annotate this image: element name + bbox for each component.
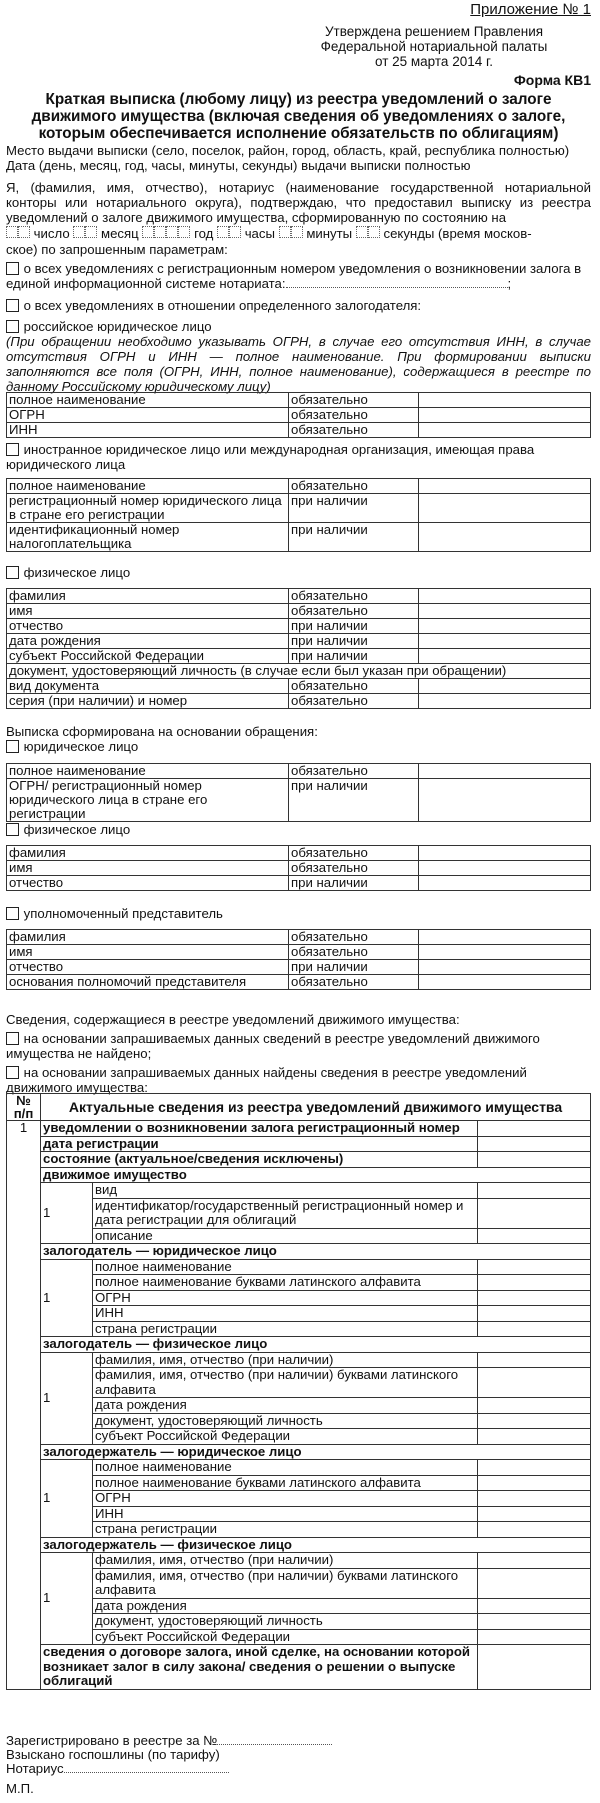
table-row bbox=[7, 930, 591, 945]
group-number: 1 bbox=[41, 1183, 93, 1244]
item-label: дата рождения bbox=[93, 1598, 478, 1614]
field-name: отчество bbox=[7, 960, 289, 975]
footer-block bbox=[6, 1734, 591, 1796]
foreign-legal-label: иностранное юридическое лицо или международная организация, имеющая права юридического лица bbox=[6, 442, 535, 472]
item-label: ОГРН bbox=[93, 1290, 478, 1306]
table-row bbox=[7, 876, 591, 891]
group-number: 1 bbox=[41, 1460, 93, 1538]
field-value[interactable] bbox=[419, 589, 591, 604]
table-row bbox=[7, 1228, 591, 1244]
field-requirement: обязательно bbox=[289, 589, 419, 604]
group-heading-row bbox=[7, 1244, 591, 1260]
date-tail bbox=[6, 242, 591, 257]
field-requirement: обязательно bbox=[289, 861, 419, 876]
not-found-checkbox[interactable] bbox=[6, 1032, 19, 1045]
field-name: вид документа bbox=[7, 679, 289, 694]
table-row bbox=[7, 634, 591, 649]
field-requirement: при наличии bbox=[289, 523, 419, 552]
appendix-label: Приложение № 1 bbox=[470, 1, 591, 18]
table-row bbox=[7, 764, 591, 779]
row-number: 1 bbox=[7, 1121, 41, 1690]
field-requirement: обязательно bbox=[289, 764, 419, 779]
table-row bbox=[7, 960, 591, 975]
notary-signature-field[interactable] bbox=[64, 1772, 229, 1773]
field-value[interactable] bbox=[478, 1275, 591, 1291]
field-value[interactable] bbox=[419, 494, 591, 523]
table-row bbox=[7, 1506, 591, 1522]
field-value[interactable] bbox=[419, 930, 591, 945]
representative-checkbox[interactable] bbox=[6, 907, 19, 920]
field-value[interactable] bbox=[478, 1259, 591, 1275]
field-requirement: при наличии bbox=[289, 634, 419, 649]
item-label: полное наименование bbox=[93, 1259, 478, 1275]
group-title: движимое имущество bbox=[41, 1167, 591, 1183]
field-value[interactable] bbox=[478, 1198, 591, 1228]
table-row bbox=[7, 619, 591, 634]
found-label: на основании запрашиваемых данных найдены сведения в реестре уведомлений движимого имущества: bbox=[6, 1065, 527, 1095]
field-name: имя bbox=[7, 604, 289, 619]
basis-heading: Выписка сформирована на основании обращения: bbox=[6, 724, 318, 739]
field-name: фамилия bbox=[7, 846, 289, 861]
field-value[interactable] bbox=[419, 634, 591, 649]
russian-legal-note: (При обращении необходимо указывать ОГРН, в случае его отсутствия ИНН, в случае отсутствия ОГРН и ИНН — полное наименование. При формировании выписки заполняются все поля (ОГРН, ИНН, полное наименование), содержащиеся в реестре по данному Российскому юридическому лицу) bbox=[6, 334, 591, 394]
field-value[interactable] bbox=[478, 1290, 591, 1306]
seconds-boxes[interactable] bbox=[356, 226, 380, 238]
group-heading-row bbox=[7, 1337, 591, 1353]
representative-table bbox=[6, 929, 591, 990]
field-requirement: при наличии bbox=[289, 619, 419, 634]
table-row bbox=[7, 604, 591, 619]
field-requirement: обязательно bbox=[289, 479, 419, 494]
item-label: вид bbox=[93, 1183, 478, 1199]
field-name: дата рождения bbox=[7, 634, 289, 649]
individual-checkbox[interactable] bbox=[6, 566, 19, 579]
by-number-checkbox[interactable] bbox=[6, 262, 19, 275]
field-value[interactable] bbox=[478, 1475, 591, 1491]
form-code: Форма КВ1 bbox=[513, 72, 591, 88]
field-value[interactable] bbox=[478, 1506, 591, 1522]
group-title: залогодатель — физическое лицо bbox=[41, 1337, 591, 1353]
seconds-label: секунды (время москов- bbox=[383, 226, 532, 241]
table-row bbox=[7, 1306, 591, 1322]
russian-legal-checkbox[interactable] bbox=[6, 320, 19, 333]
field-value[interactable] bbox=[478, 1645, 591, 1690]
item-label: фамилия, имя, отчество (при наличии) буквами латинского алфавита bbox=[93, 1368, 478, 1398]
issue-date-label: Дата (день, месяц, год, часы, минуты, секунды) выдачи выписки полностью bbox=[6, 158, 471, 173]
field-value[interactable] bbox=[478, 1522, 591, 1538]
result-block bbox=[6, 1012, 591, 1095]
table-row bbox=[7, 1398, 591, 1414]
by-pledgor-checkbox[interactable] bbox=[6, 299, 19, 312]
table-row bbox=[7, 846, 591, 861]
table-row bbox=[7, 1568, 591, 1598]
table-row bbox=[7, 494, 591, 523]
field-requirement: при наличии bbox=[289, 960, 419, 975]
field-value[interactable] bbox=[419, 846, 591, 861]
group-title: залогодержатель — физическое лицо bbox=[41, 1537, 591, 1553]
field-value[interactable] bbox=[419, 861, 591, 876]
table-row bbox=[7, 1198, 591, 1228]
field-value[interactable] bbox=[478, 1568, 591, 1598]
register-table bbox=[6, 1093, 591, 1690]
group-number: 1 bbox=[41, 1553, 93, 1645]
item-label: страна регистрации bbox=[93, 1522, 478, 1538]
item-label: субъект Российской Федерации bbox=[93, 1629, 478, 1645]
table-row bbox=[7, 1368, 591, 1398]
field-requirement: обязательно bbox=[289, 694, 419, 709]
col-number-header: № п/п bbox=[7, 1094, 41, 1121]
title-line: которым обеспечивается исполнение обязательств по облигациям) bbox=[38, 125, 559, 142]
table-row bbox=[7, 393, 591, 408]
table-row bbox=[7, 1614, 591, 1630]
table-row bbox=[7, 779, 591, 822]
field-requirement: обязательно bbox=[289, 679, 419, 694]
field-value[interactable] bbox=[419, 764, 591, 779]
notice-number-label: уведомлении о возникновении залога регистрационный номер bbox=[41, 1121, 478, 1137]
field-requirement: обязательно bbox=[289, 408, 419, 423]
field-value[interactable] bbox=[478, 1121, 591, 1137]
field-value[interactable] bbox=[478, 1429, 591, 1445]
table-row bbox=[7, 1121, 591, 1137]
field-value[interactable] bbox=[478, 1228, 591, 1244]
field-value[interactable] bbox=[478, 1413, 591, 1429]
field-value[interactable] bbox=[419, 876, 591, 891]
russian-legal-option bbox=[6, 319, 591, 394]
field-value[interactable] bbox=[478, 1183, 591, 1199]
table-row bbox=[7, 664, 591, 679]
table-row bbox=[7, 423, 591, 438]
approval-line: от 25 марта 2014 г. bbox=[374, 54, 493, 69]
group-heading-row bbox=[7, 1537, 591, 1553]
item-label: описание bbox=[93, 1228, 478, 1244]
table-row bbox=[7, 1475, 591, 1491]
col-title-header: Актуальные сведения из реестра уведомлений движимого имущества bbox=[41, 1094, 591, 1121]
field-value[interactable] bbox=[419, 479, 591, 494]
basis-individual-label: физическое лицо bbox=[23, 822, 131, 837]
field-name: отчество bbox=[7, 619, 289, 634]
param-by-pledgor bbox=[6, 298, 591, 313]
table-row bbox=[7, 1183, 591, 1199]
reg-date-label: дата регистрации bbox=[41, 1136, 478, 1152]
field-value[interactable] bbox=[419, 975, 591, 990]
table-row bbox=[7, 649, 591, 664]
hours-boxes[interactable] bbox=[217, 226, 241, 238]
table-row bbox=[7, 1259, 591, 1275]
minutes-label: минуты bbox=[306, 226, 353, 241]
item-label: страна регистрации bbox=[93, 1321, 478, 1337]
table-row bbox=[7, 589, 591, 604]
month-label: месяц bbox=[101, 226, 139, 241]
param-by-number bbox=[6, 261, 591, 291]
registered-field[interactable] bbox=[217, 1744, 332, 1745]
representative-option bbox=[6, 906, 591, 921]
field-name: имя bbox=[7, 945, 289, 960]
field-value[interactable] bbox=[478, 1321, 591, 1337]
item-label: полное наименование буквами латинского алфавита bbox=[93, 1475, 478, 1491]
individual-label: физическое лицо bbox=[23, 565, 131, 580]
field-name: ОГРН bbox=[7, 408, 289, 423]
item-label: ОГРН bbox=[93, 1491, 478, 1507]
table-row bbox=[7, 523, 591, 552]
table-row bbox=[7, 1352, 591, 1368]
registered-label: Зарегистрировано в реестре за № bbox=[6, 1733, 218, 1748]
foreign-legal-checkbox[interactable] bbox=[6, 443, 19, 456]
basis-individual-checkbox[interactable] bbox=[6, 823, 19, 836]
intro-block bbox=[6, 143, 591, 173]
foreign-legal-table bbox=[6, 478, 591, 552]
table-row bbox=[7, 1321, 591, 1337]
field-value[interactable] bbox=[419, 779, 591, 822]
table-row bbox=[7, 1629, 591, 1645]
field-requirement: при наличии bbox=[289, 779, 419, 822]
by-number-end: ; bbox=[507, 276, 512, 291]
field-value[interactable] bbox=[419, 619, 591, 634]
table-row bbox=[7, 945, 591, 960]
field-value[interactable] bbox=[478, 1553, 591, 1569]
field-name: регистрационный номер юридического лица в стране его регистрации bbox=[7, 494, 289, 523]
by-number-label: о всех уведомлениях с регистрационным номером уведомления о возникновении залога в единой информационной системе нотариата: bbox=[6, 261, 582, 291]
found-checkbox[interactable] bbox=[6, 1066, 19, 1079]
foreign-legal-option bbox=[6, 442, 591, 472]
field-value[interactable] bbox=[478, 1368, 591, 1398]
by-pledgor-label: о всех уведомлениях в отношении определенного залогодателя: bbox=[23, 298, 422, 313]
date-tail-text: ское) по запрошенным параметрам: bbox=[6, 242, 228, 257]
field-name: ОГРН/ регистрационный номер юридического лица в стране его регистрации bbox=[7, 779, 289, 822]
field-name: серия (при наличии) и номер bbox=[7, 694, 289, 709]
seal-label: М.П. bbox=[6, 1781, 34, 1796]
table-row bbox=[7, 1275, 591, 1291]
item-label: документ, удостоверяющий личность bbox=[93, 1614, 478, 1630]
russian-legal-label: российское юридическое лицо bbox=[23, 319, 212, 334]
field-name: полное наименование bbox=[7, 393, 289, 408]
table-row bbox=[7, 1598, 591, 1614]
item-label: фамилия, имя, отчество (при наличии) буквами латинского алфавита bbox=[93, 1568, 478, 1598]
field-name: имя bbox=[7, 861, 289, 876]
table-row bbox=[7, 861, 591, 876]
field-name: фамилия bbox=[7, 589, 289, 604]
representative-label: уполномоченный представитель bbox=[23, 906, 223, 921]
field-value[interactable] bbox=[478, 1460, 591, 1476]
table-row bbox=[7, 975, 591, 990]
approval-note bbox=[318, 24, 550, 69]
field-value[interactable] bbox=[419, 945, 591, 960]
field-name: фамилия bbox=[7, 930, 289, 945]
field-name: полное наименование bbox=[7, 479, 289, 494]
field-requirement: при наличии bbox=[289, 494, 419, 523]
approval-line: Федеральной нотариальной палаты bbox=[320, 39, 548, 54]
field-value[interactable] bbox=[419, 393, 591, 408]
minutes-boxes[interactable] bbox=[279, 226, 303, 238]
table-row bbox=[7, 1152, 591, 1168]
month-boxes[interactable] bbox=[73, 226, 97, 238]
basis-block bbox=[6, 724, 591, 754]
group-heading-row bbox=[7, 1167, 591, 1183]
table-row bbox=[7, 1553, 591, 1569]
field-value[interactable] bbox=[419, 960, 591, 975]
title-line: Краткая выписка (любому лицу) из реестра уведомлений о залоге bbox=[45, 91, 552, 108]
individual-option bbox=[6, 565, 591, 580]
field-requirement: обязательно bbox=[289, 975, 419, 990]
item-label: идентификатор/государственный регистрационный номер и дата регистрации для облигаций bbox=[93, 1198, 478, 1228]
table-row bbox=[7, 1645, 591, 1690]
table-row bbox=[7, 679, 591, 694]
russian-legal-table bbox=[6, 392, 591, 438]
field-requirement: обязательно bbox=[289, 930, 419, 945]
item-label: дата рождения bbox=[93, 1398, 478, 1414]
group-title: залогодержатель — юридическое лицо bbox=[41, 1444, 591, 1460]
table-row bbox=[7, 1290, 591, 1306]
year-label: год bbox=[194, 226, 214, 241]
table-row bbox=[7, 1429, 591, 1445]
table-row bbox=[7, 694, 591, 709]
table-row bbox=[7, 1491, 591, 1507]
basis-legal-checkbox[interactable] bbox=[6, 740, 19, 753]
item-label: субъект Российской Федерации bbox=[93, 1429, 478, 1445]
status-label: состояние (актуальное/сведения исключены) bbox=[41, 1152, 478, 1168]
field-value[interactable] bbox=[478, 1398, 591, 1414]
field-value[interactable] bbox=[419, 408, 591, 423]
group-title: залогодатель — юридическое лицо bbox=[41, 1244, 591, 1260]
contract-label: сведения о договоре залога, иной сделке, на основании которой возникает залог в силу закона/ сведения о решении о выпуске облигаций bbox=[41, 1645, 478, 1690]
basis-individual-table bbox=[6, 845, 591, 891]
date-boxes-row bbox=[6, 226, 591, 241]
field-name: полное наименование bbox=[7, 764, 289, 779]
field-value[interactable] bbox=[478, 1629, 591, 1645]
field-requirement: обязательно bbox=[289, 945, 419, 960]
field-value[interactable] bbox=[419, 604, 591, 619]
field-value[interactable] bbox=[478, 1598, 591, 1614]
field-requirement: обязательно bbox=[289, 423, 419, 438]
field-name: основания полномочий представителя bbox=[7, 975, 289, 990]
title-line: движимого имущества (включая сведения об уведомлениях о залоге, bbox=[31, 108, 566, 125]
field-name: идентификационный номер налогоплательщика bbox=[7, 523, 289, 552]
fee-label: Взыскано госпошлины (по тарифу) bbox=[6, 1747, 220, 1762]
item-label: ИНН bbox=[93, 1306, 478, 1322]
table-row bbox=[7, 479, 591, 494]
individual-table bbox=[6, 588, 591, 709]
field-value[interactable] bbox=[419, 694, 591, 709]
field-value[interactable] bbox=[478, 1352, 591, 1368]
item-label: полное наименование bbox=[93, 1460, 478, 1476]
basis-legal-label: юридическое лицо bbox=[23, 739, 139, 754]
group-heading-row bbox=[7, 1444, 591, 1460]
result-heading: Сведения, содержащиеся в реестре уведомлений движимого имущества: bbox=[6, 1012, 460, 1027]
table-row bbox=[7, 1136, 591, 1152]
field-value[interactable] bbox=[478, 1491, 591, 1507]
group-number: 1 bbox=[41, 1259, 93, 1337]
notary-label: Нотариус bbox=[6, 1761, 64, 1776]
item-label: фамилия, имя, отчество (при наличии) bbox=[93, 1352, 478, 1368]
table-row bbox=[7, 408, 591, 423]
issue-place-label: Место выдачи выписки (село, поселок, район, город, область, край, республика полностью) bbox=[6, 143, 570, 158]
field-name: субъект Российской Федерации bbox=[7, 649, 289, 664]
table-row bbox=[7, 1522, 591, 1538]
field-requirement: обязательно bbox=[289, 604, 419, 619]
group-number: 1 bbox=[41, 1352, 93, 1444]
table-header-row bbox=[7, 1094, 591, 1121]
field-value[interactable] bbox=[419, 649, 591, 664]
field-requirement: при наличии bbox=[289, 876, 419, 891]
document-title bbox=[6, 91, 591, 142]
notary-statement-block bbox=[6, 180, 591, 225]
field-name: ИНН bbox=[7, 423, 289, 438]
by-number-field[interactable] bbox=[286, 287, 508, 288]
field-value[interactable] bbox=[478, 1306, 591, 1322]
basis-individual-option bbox=[6, 822, 591, 837]
year-boxes[interactable] bbox=[142, 226, 190, 238]
field-value[interactable] bbox=[478, 1152, 591, 1168]
field-value[interactable] bbox=[478, 1136, 591, 1152]
notary-statement: Я, (фамилия, имя, отчество), нотариус (наименование государственной нотариальной конторы или нотариального округа), подтверждаю, что предоставил выписку из реестра уведомлений о залоге движимого имущества, сформированную по состоянию на bbox=[6, 180, 591, 225]
basis-legal-table bbox=[6, 763, 591, 822]
day-boxes[interactable] bbox=[6, 226, 30, 238]
field-requirement: обязательно bbox=[289, 846, 419, 861]
table-row bbox=[7, 1413, 591, 1429]
field-requirement: при наличии bbox=[289, 649, 419, 664]
hours-label: часы bbox=[244, 226, 275, 241]
field-value[interactable] bbox=[478, 1614, 591, 1630]
field-value[interactable] bbox=[419, 423, 591, 438]
not-found-label: на основании запрашиваемых данных сведений в реестре уведомлений движимого имущества не найдено; bbox=[6, 1031, 540, 1061]
item-label: ИНН bbox=[93, 1506, 478, 1522]
table-row bbox=[7, 1460, 591, 1476]
item-label: документ, удостоверяющий личность bbox=[93, 1413, 478, 1429]
field-requirement: обязательно bbox=[289, 393, 419, 408]
id-doc-heading: документ, удостоверяющий личность (в случае если был указан при обращении) bbox=[7, 664, 591, 679]
approval-line: Утверждена решением Правления bbox=[324, 24, 544, 39]
item-label: фамилия, имя, отчество (при наличии) bbox=[93, 1553, 478, 1569]
field-name: отчество bbox=[7, 876, 289, 891]
field-value[interactable] bbox=[419, 679, 591, 694]
item-label: полное наименование буквами латинского алфавита bbox=[93, 1275, 478, 1291]
day-label: число bbox=[33, 226, 70, 241]
field-value[interactable] bbox=[419, 523, 591, 552]
